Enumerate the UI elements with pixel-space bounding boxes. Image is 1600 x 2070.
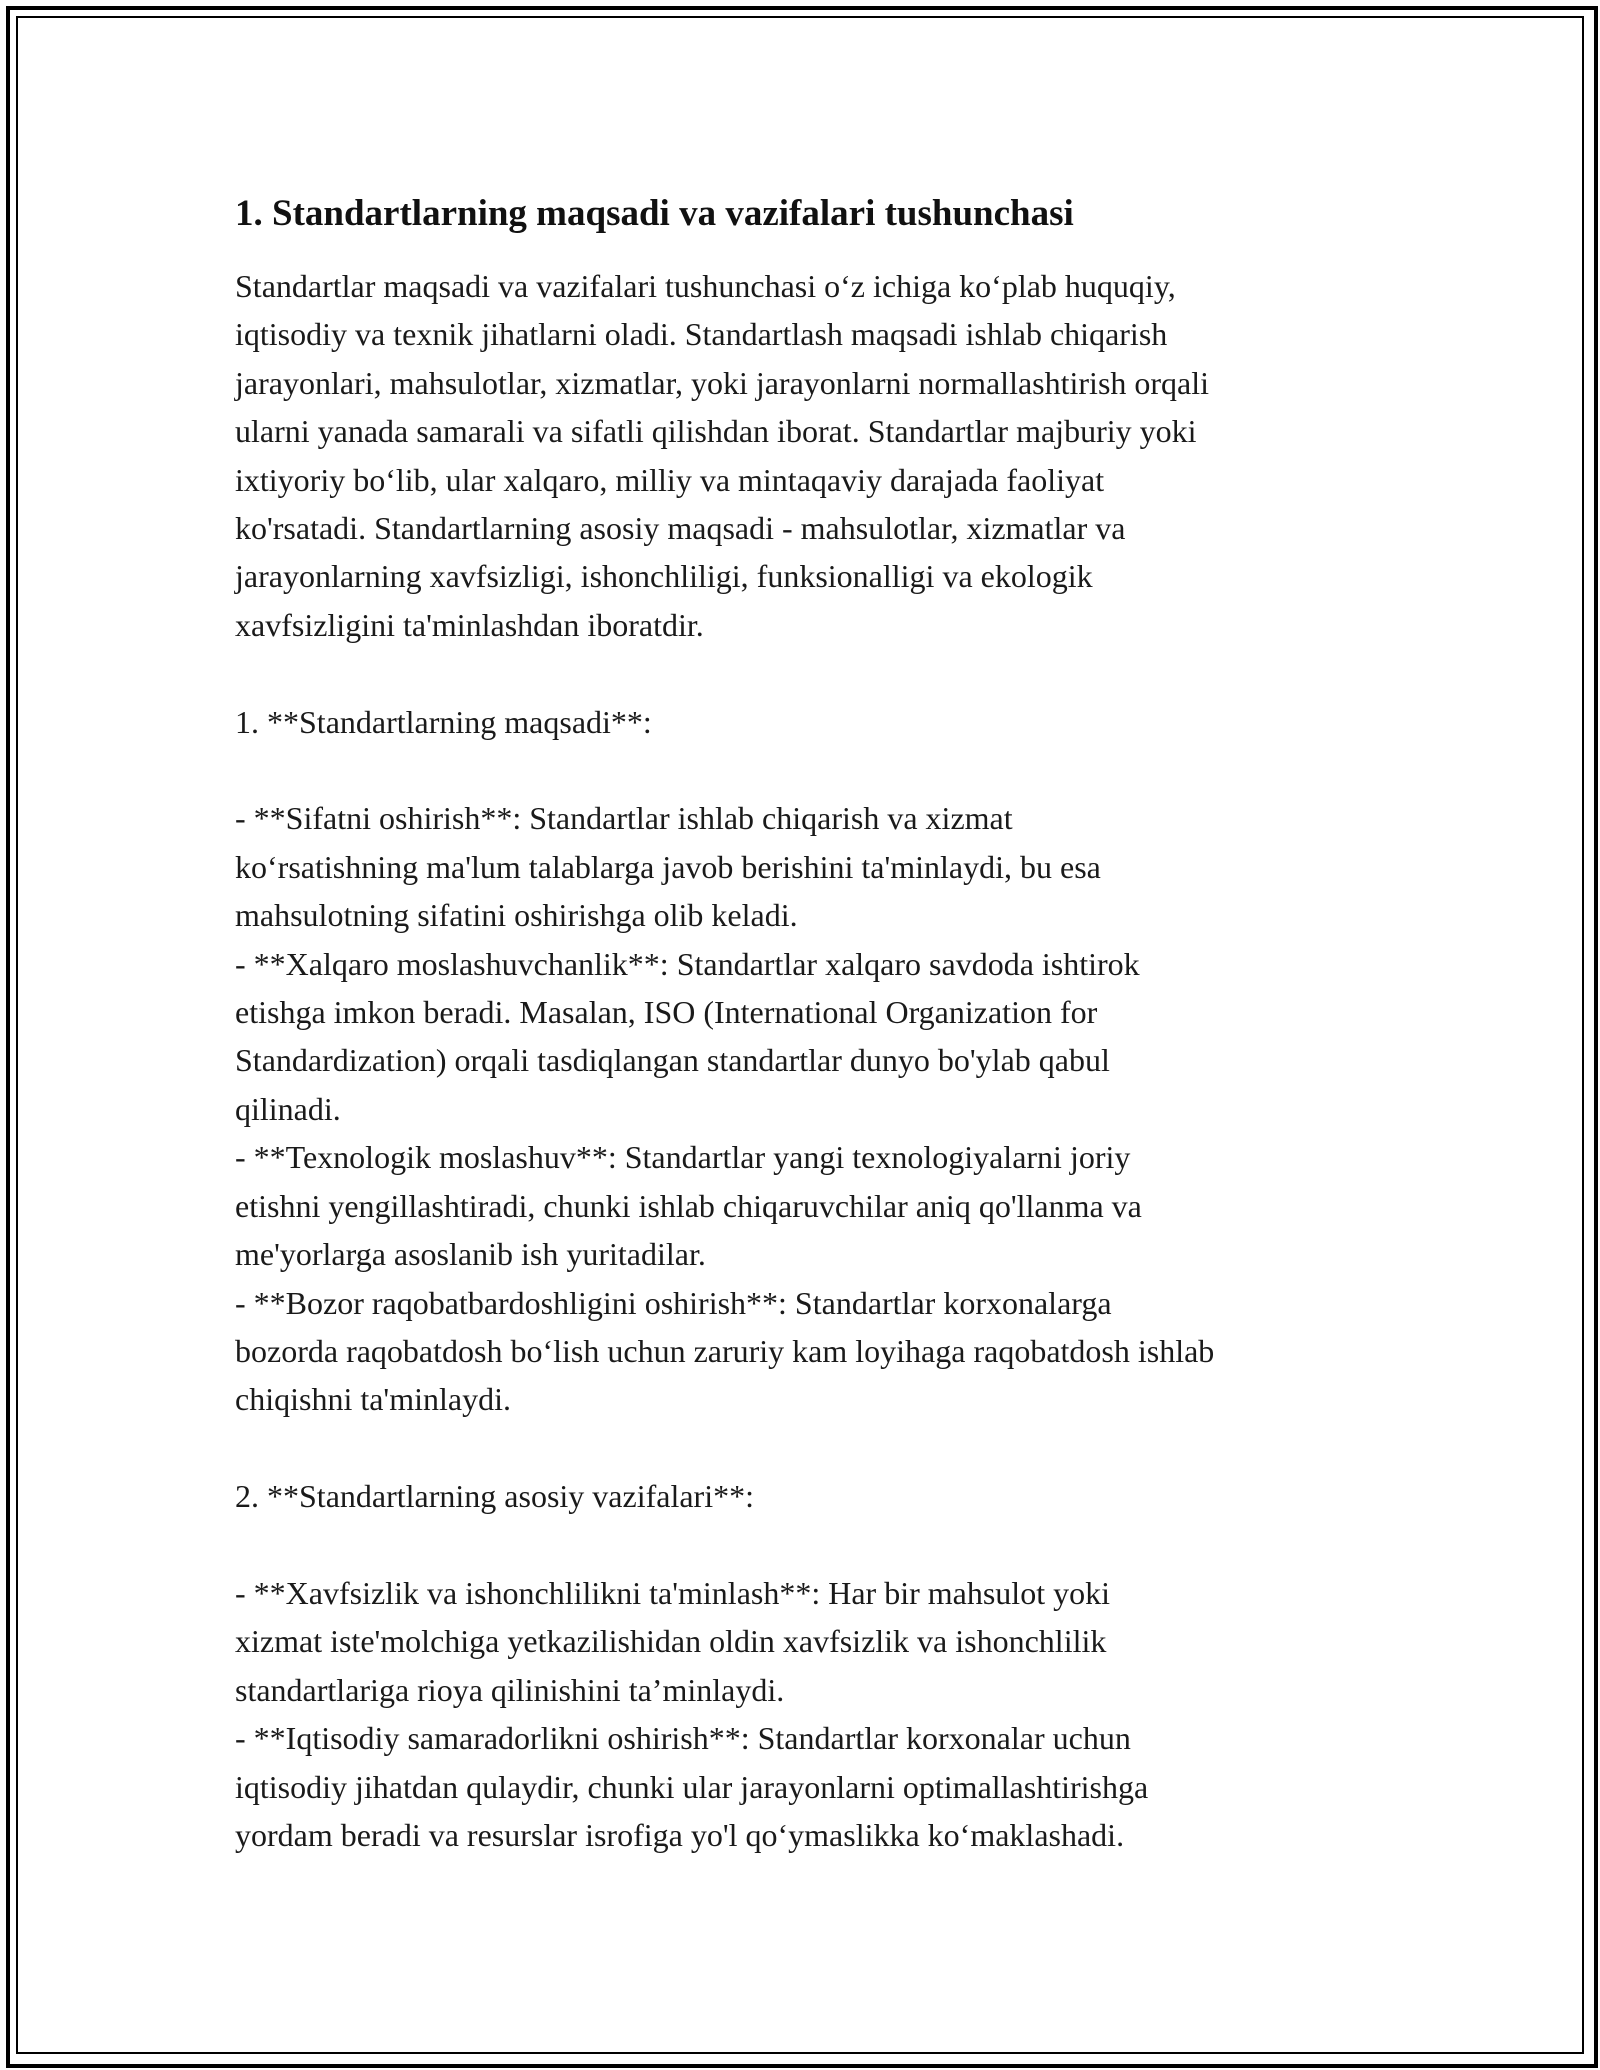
page-title: 1. Standartlarning maqsadi va vazifalari tushunchasi [235, 193, 1074, 234]
paragraph-gap [235, 1424, 1375, 1472]
section-heading-tasks: 2. **Standartlarning asosiy vazifalari**: [235, 1478, 754, 1515]
list-item: - **Bozor raqobatbardoshligini oshirish**: Standartlar korxonalarga bozorda raqobatdosh bo‘lish uchun zaruriy kam loyihaga raqobatdosh ishlab chiqishni ta'minlaydi. [235, 1284, 1215, 1418]
paragraph-gap [235, 649, 1375, 697]
list-item: - **Iqtisodiy samaradorlikni oshirish**: Standartlar korxonalar uchun iqtisodiy jihatdan qulaydir, chunki ular jarayonlarni optimallashtirishga yordam beradi va resurslar isrofiga yo'l qo‘ymaslikka ko‘maklashadi. [235, 1720, 1149, 1853]
list-item: - **Xalqaro moslashuvchanlik**: Standartlar xalqaro savdoda ishtirok etishga imkon beradi. Masalan, ISO (International Organization for Standardization) orqali tasdiqlangan standartlar dunyo bo'ylab qabul qilinadi. [235, 945, 1140, 1127]
goals-list [235, 794, 1375, 1423]
tasks-list [235, 1569, 1375, 1859]
paragraph-gap [235, 1521, 1375, 1569]
list-item: - **Xavfsizlik va ishonchlilikni ta'minlash**: Har bir mahsulot yoki xizmat iste'molchiga yetkazilishidan oldin xavfsizlik va ishonchlilik standartlariga rioya qilinishini ta’minlaydi. [235, 1574, 1110, 1708]
document-body [235, 186, 1375, 1859]
list-item: - **Sifatni oshirish**: Standartlar ishlab chiqarish va xizmat ko‘rsatishning ma'lum talablarga javob berishini ta'minlaydi, bu esa mahsulotning sifatini oshirishga olib keladi. [235, 800, 1101, 934]
paragraph-gap [235, 746, 1375, 794]
intro-paragraph: Standartlar maqsadi va vazifalari tushunchasi o‘z ichiga ko‘plab huquqiy, iqtisodiy va texnik jihatlarni oladi. Standartlash maqsadi ishlab chiqarish jarayonlari, mahsulotlar, xizmatlar, yoki jarayonlarni normallashtirish orqali ularni yanada samarali va sifatli qilishdan iborat. Standartlar majburiy yoki ixtiyoriy bo‘lib, ular xalqaro, milliy va mintaqaviy darajada faoliyat ko'rsatadi. Standartlarning asosiy maqsadi - mahsulotlar, xizmatlar va jarayonlarning xavfsizligi, ishonchliligi, funksionalligi va ekologik xavfsizligini ta'minlashdan iboratdir. [235, 268, 1210, 643]
section-heading-goals: 1. **Standartlarning maqsadi**: [235, 703, 652, 740]
list-item: - **Texnologik moslashuv**: Standartlar yangi texnologiyalarni joriy etishni yengillashtiradi, chunki ishlab chiqaruvchilar aniq qo'llanma va me'yorlarga asoslanib ish yuritadilar. [235, 1139, 1142, 1273]
